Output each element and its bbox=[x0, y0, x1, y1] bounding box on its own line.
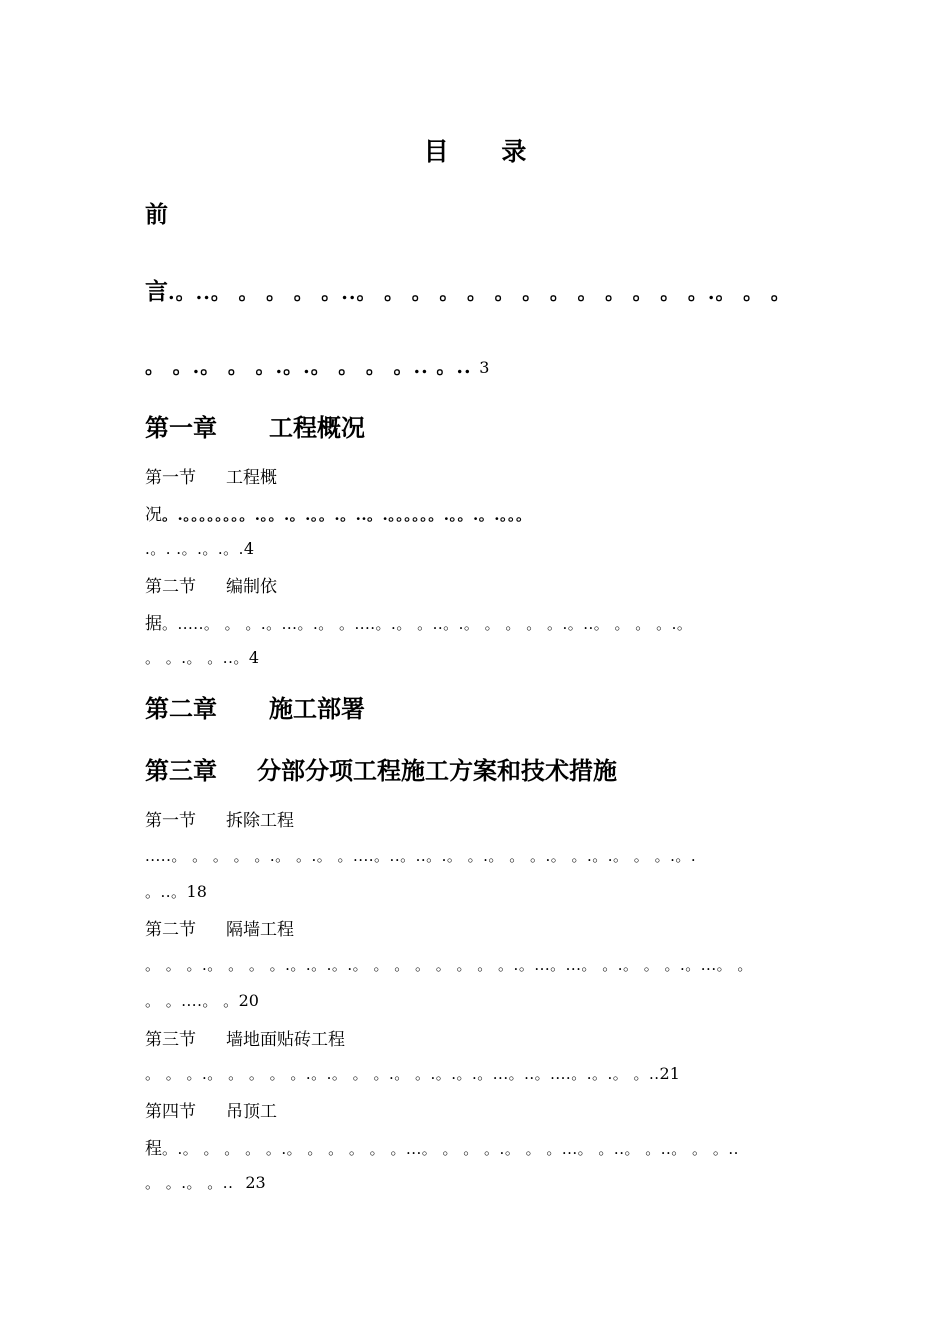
ch3-section-4-page-number: 23 bbox=[245, 1173, 266, 1192]
ch3-section-3-number: 第三节 bbox=[145, 1030, 196, 1050]
ch3-section-2-number: 第二节 bbox=[145, 920, 196, 940]
ch3-section-2-heading bbox=[145, 915, 294, 940]
ch1-section-1-page-number: 4 bbox=[243, 539, 255, 558]
chapter-3-heading bbox=[145, 751, 617, 786]
chapter-1-title: 工程概况 bbox=[269, 413, 365, 442]
ch1-section-2-leader bbox=[145, 609, 692, 634]
ch1-section-2-dots-2: 。 。.。 。..。 bbox=[145, 649, 249, 667]
ch3-section-3-title: 墙地面贴砖工程 bbox=[226, 1030, 345, 1050]
ch3-section-3-leader bbox=[145, 1063, 680, 1084]
ch3-section-4-heading bbox=[145, 1097, 277, 1122]
ch3-section-4-title: 吊顶工 bbox=[226, 1102, 277, 1122]
ch3-section-4-leader-2 bbox=[145, 1172, 266, 1193]
ch3-section-1-dots-2: 。..。 bbox=[145, 883, 187, 901]
ch1-section-2-dots: 。.....。 。 。.。...。.。 。....。.。 。..。.。 。 。 。 。.。..。 。 。 。.。 bbox=[162, 615, 693, 633]
chapter-2-number: 第二章 bbox=[145, 694, 217, 723]
ch3-section-3-dots: 。 。 。.。 。 。 。 。.。.。 。 。.。 。.。.。.。...。..。....。.。.。 。.. bbox=[145, 1065, 660, 1083]
ch3-section-2-dots: 。 。 。.。 。 。 。.。.。.。.。 。 。 。 。 。 。 。.。...。...。 。.。 。 。.。...。 。 bbox=[145, 956, 753, 974]
ch3-section-4-leader bbox=[145, 1134, 739, 1159]
preface-line-3 bbox=[145, 352, 490, 379]
ch1-section-2-page-number: 4 bbox=[248, 648, 260, 667]
ch1-section-1-dots: 。.。。。。。。。。.。。.。.。。.。..。.。。。。。。.。。.。.。。。 bbox=[162, 506, 532, 524]
chapter-1-heading bbox=[145, 408, 365, 443]
preface-line-1 bbox=[145, 196, 168, 229]
ch3-section-1-leader-2 bbox=[145, 881, 207, 902]
ch1-section-2-heading bbox=[145, 572, 277, 597]
ch1-section-1-leader bbox=[145, 500, 531, 525]
ch3-section-1-title: 拆除工程 bbox=[226, 811, 294, 831]
ch3-section-4-tail: 程 bbox=[145, 1139, 162, 1159]
ch1-section-1-title: 工程概 bbox=[226, 468, 277, 488]
ch3-section-2-title: 隔墙工程 bbox=[226, 920, 294, 940]
ch1-section-1-leader-2 bbox=[145, 538, 254, 559]
ch3-section-3-heading bbox=[145, 1025, 345, 1050]
page-title: 目 录 bbox=[423, 137, 549, 166]
preface-page-number: 3 bbox=[479, 358, 491, 377]
ch3-section-1-leader bbox=[145, 845, 696, 866]
preface-leader-dots: .。..。 。 。 。 。..。 。 。 。 。 。 。 。 。 。 。 。 。.。 。 。 bbox=[168, 282, 791, 304]
ch3-section-4-dots: 。.。 。 。 。 。.。 。 。 。 。 。...。 。 。 。.。 。 。...。 。..。 。..。 。 。.. bbox=[162, 1140, 739, 1158]
ch3-section-1-number: 第一节 bbox=[145, 811, 196, 831]
ch3-section-1-page-number: 18 bbox=[186, 882, 207, 901]
ch1-section-2-tail: 据 bbox=[145, 614, 162, 634]
ch1-section-2-number: 第二节 bbox=[145, 577, 196, 597]
chapter-3-title: 分部分项工程施工方案和技术措施 bbox=[257, 756, 617, 785]
chapter-1-number: 第一章 bbox=[145, 413, 217, 442]
ch3-section-2-leader bbox=[145, 954, 753, 975]
preface-leader-dots-2: 。 。.。 。 。.。.。 。 。 。.. 。.. bbox=[145, 356, 472, 378]
ch3-section-1-heading bbox=[145, 806, 294, 831]
ch1-section-1-number: 第一节 bbox=[145, 468, 196, 488]
chapter-2-heading bbox=[145, 689, 365, 724]
ch1-section-1-tail: 况 bbox=[145, 505, 162, 525]
ch1-section-1-heading bbox=[145, 463, 277, 488]
ch3-section-4-dots-2: 。 。.。 。.. bbox=[145, 1174, 234, 1192]
ch3-section-2-page-number: 20 bbox=[238, 991, 259, 1010]
chapter-3-number: 第三章 bbox=[145, 756, 217, 785]
ch3-section-2-dots-2: 。 。....。 。 bbox=[145, 992, 239, 1010]
preface-label-part1: 前 bbox=[145, 201, 168, 228]
preface-line-2 bbox=[145, 273, 791, 306]
preface-label-part2: 言 bbox=[145, 278, 168, 305]
ch1-section-1-dots-2: .。. .。.。.。. bbox=[145, 540, 244, 558]
chapter-2-title: 施工部署 bbox=[269, 694, 365, 723]
ch3-section-3-page-number: 21 bbox=[659, 1064, 680, 1083]
ch1-section-2-leader-2 bbox=[145, 647, 259, 668]
ch3-section-4-number: 第四节 bbox=[145, 1102, 196, 1122]
ch3-section-2-leader-2 bbox=[145, 990, 259, 1011]
ch1-section-2-title: 编制依 bbox=[226, 577, 277, 597]
ch3-section-1-dots: .....。 。 。 。 。.。 。.。 。....。..。..。.。 。.。 。 。.。 。.。.。 。 。.。. bbox=[145, 847, 697, 865]
